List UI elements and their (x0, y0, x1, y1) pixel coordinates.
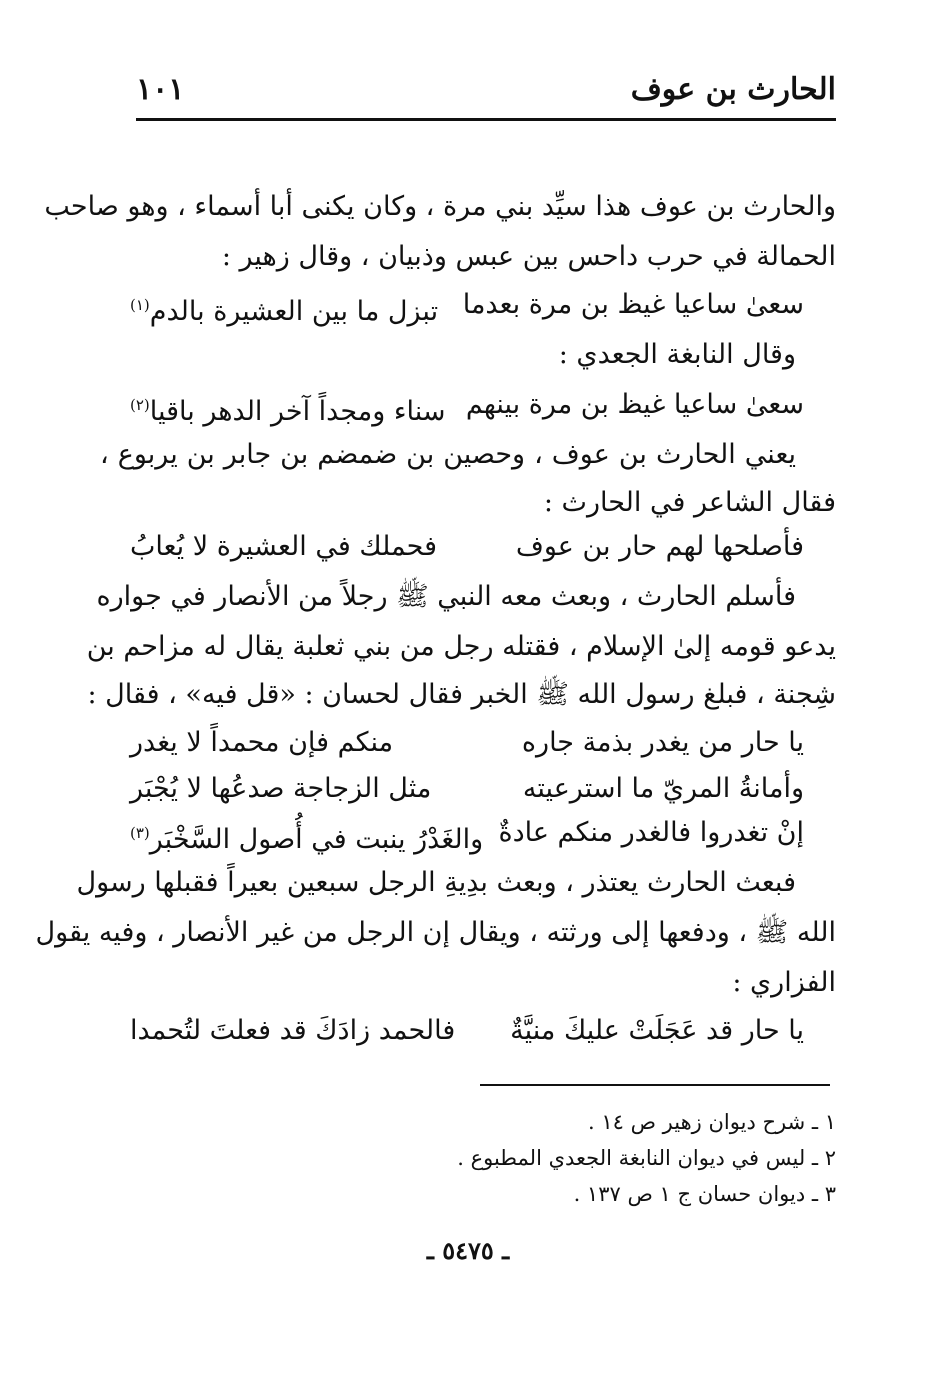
body-line: وقال النابغة الجعدي : (558, 339, 796, 370)
body-line: فقال الشاعر في الحارث : (543, 487, 836, 518)
body-line: يدعو قومه إلىٰ الإسلام ، فقتله رجل من بني ثعلبة يقال له مزاحم بن (86, 631, 836, 662)
verse-hemistich-right: سعىٰ ساعيا غيظ بن مرة بينهم (465, 389, 804, 420)
page-number: ١٠١ (136, 72, 185, 107)
verse (130, 816, 804, 856)
verse-hemistich-right: يا حار قد عَجَلَتْ عليكَ منيَّةٌ (510, 1015, 804, 1046)
body-line: الله ﷺ ، ودفعها إلى ورثته ، ويقال إن الرجل من غير الأنصار ، وفيه يقول (35, 917, 836, 948)
verse-hemistich-right: يا حار من يغدر بذمة جاره (521, 727, 804, 758)
verse (130, 726, 804, 766)
footnote-divider (480, 1084, 830, 1086)
verse-hemistich-left: مثل الزجاجة صدعُها لا يُجْبَر (130, 773, 432, 804)
body-line: شِجنة ، فبلغ رسول الله ﷺ الخبر فقال لحسان : «قل فيه» ، فقال : (87, 679, 836, 710)
verse (130, 530, 804, 570)
body-line: والحارث بن عوف هذا سيِّد بني مرة ، وكان يكنى أبا أسماء ، وهو صاحب (44, 191, 836, 222)
footnote-ref: (٢) (130, 396, 150, 414)
footnote: ٣ ـ ديوان حسان ج ١ ص ١٣٧ . (573, 1182, 836, 1206)
verse (130, 388, 804, 428)
verse-hemistich-right: إنْ تغدروا فالغدر منكم عادةٌ (498, 817, 804, 848)
body-line: الحمالة في حرب داحس بين عبس وذبيان ، وقال زهير : (221, 241, 836, 272)
verse (130, 1014, 804, 1054)
body-line: فأسلم الحارث ، وبعث معه النبي ﷺ رجلاً من الأنصار في جواره (96, 581, 796, 612)
verse (130, 288, 804, 328)
running-title: الحارث بن عوف (630, 72, 836, 107)
footnote: ٢ ـ ليس في ديوان النابغة الجعدي المطبوع . (457, 1146, 836, 1170)
folio-number: ـ ٥٤٧٥ ـ (426, 1236, 510, 1265)
verse-hemistich-left: تبزل ما بين العشيرة بالدم$^{(١)}$ (130, 296, 439, 327)
body-line: فبعث الحارث يعتذر ، وبعث بدِيةِ الرجل سبعين بعيراً فقبلها رسول (76, 867, 796, 898)
verse-hemistich-right: فأصلحها لهم حار بن عوف (515, 531, 804, 562)
verse-hemistich-left: منكم فإن محمداً لا يغدر (130, 727, 394, 758)
verse-hemistich-right: وأمانةُ المريّ ما استرعيته (522, 773, 804, 804)
verse-hemistich-left: فحملك في العشيرة لا يُعابُ (130, 531, 437, 562)
footnote: ١ ـ شرح ديوان زهير ص ١٤ . (588, 1110, 836, 1134)
footnote-ref: (٣) (130, 824, 150, 842)
verse-hemistich-right: سعىٰ ساعيا غيظ بن مرة بعدما (462, 289, 804, 320)
verse (130, 772, 804, 812)
verse-hemistich-left: سناء ومجداً آخر الدهر باقيا$^{(٢)}$ (130, 396, 446, 427)
body-line: يعني الحارث بن عوف ، وحصين بن ضمضم بن جابر بن يربوع ، (100, 439, 796, 470)
footnote-ref: (١) (130, 296, 150, 314)
verse-hemistich-left: والغَدْرُ ينبت في أُصول السَّخْبَر$^{(٣)}$ (130, 824, 484, 855)
verse-hemistich-left: فالحمد زادَكَ قد فعلتَ لتُحمدا (130, 1015, 456, 1046)
running-header (136, 62, 836, 121)
body-line: الفزاري : (732, 967, 836, 998)
